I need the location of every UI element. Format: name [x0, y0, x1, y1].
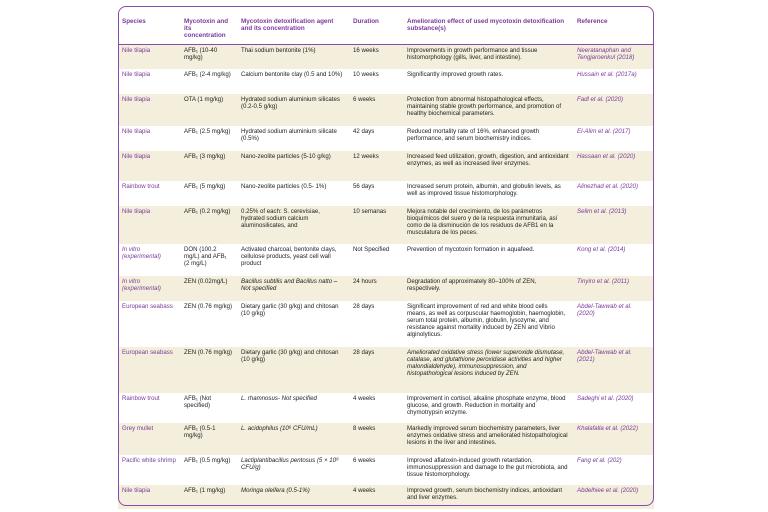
header-species: Species — [118, 6, 180, 44]
species-cell: Rainbow trout — [118, 181, 180, 206]
mycotoxin-cell: AFB₁ (0.5 mg/kg) — [180, 455, 237, 485]
agent-cell: Lactiplantibacillus pentosus (5 × 10⁸ CFU/g) — [237, 455, 349, 485]
header-agent: Mycotoxin detoxification agent and its concentration — [237, 6, 349, 44]
agent-cell: L. acidophilus (10⁶ CFU/mL) — [237, 423, 349, 455]
mycotoxin-cell: AFB₁ (0.5-1 mg/kg) — [180, 423, 237, 455]
duration-cell: 6 weeks — [349, 455, 403, 485]
duration-cell: 28 days — [349, 301, 403, 347]
species-cell: Nile tilapia — [118, 206, 180, 244]
agent-cell: Hydrated sodium aluminium silicates (0.2-0.5 g/kg) — [237, 94, 349, 126]
reference-cell: Neeratanaphan and Tengjaroenkul (2018) — [573, 44, 654, 69]
agent-cell: Moringa oleifera (0.5-1%) — [237, 485, 349, 509]
table-row — [118, 423, 654, 455]
species-cell: In vitro (experimental) — [118, 276, 180, 301]
reference-cell: Fadl et al. (2020) — [573, 94, 654, 126]
effect-cell: Increased serum protein, albumin, and globulin levels, as well as improved tissue histomorphology. — [403, 181, 573, 206]
table-row — [118, 455, 654, 485]
effect-cell: Improved growth, serum biochemistry indices, antioxidant and liver enzymes. — [403, 485, 573, 509]
agent-cell: Nano-zeolite particles (5-10 g/kg) — [237, 151, 349, 181]
effect-cell: Increased feed utilization, growth, digestion, and antioxidant enzymes, as well as increased liver enzymes. — [403, 151, 573, 181]
reference-cell: Fang et al. (202) — [573, 455, 654, 485]
mycotoxin-cell: AFB₁ (3 mg/kg) — [180, 151, 237, 181]
effect-cell: Improvement in cortisol, alkaline phosphate enzyme, blood glucose, and growth. Reduction in mortality and chymotrypsin enzyme. — [403, 393, 573, 423]
species-cell: Pacific white shrimp — [118, 455, 180, 485]
table-row — [118, 276, 654, 301]
mycotoxin-cell: ZEN (0.76 mg/kg) — [180, 347, 237, 393]
reference-cell: Abdel-Tawwab et al. (2020) — [573, 301, 654, 347]
species-cell: European seabass — [118, 347, 180, 393]
table-row — [118, 206, 654, 244]
table-row — [118, 347, 654, 393]
table-container — [118, 6, 654, 506]
duration-cell: 16 weeks — [349, 44, 403, 69]
reference-cell: Kong et al. (2014) — [573, 244, 654, 276]
duration-cell: 56 days — [349, 181, 403, 206]
table-row — [118, 485, 654, 509]
duration-cell: Not Specified — [349, 244, 403, 276]
agent-cell: 0.25% of each: S. cerevisiae, hydrated sodium calcium aluminosilicates, and — [237, 206, 349, 244]
mycotoxin-cell: AFB₁ (5 mg/kg) — [180, 181, 237, 206]
species-cell: Rainbow trout — [118, 393, 180, 423]
agent-cell: Dietary garlic (30 g/kg) and chitosan (10 g/kg) — [237, 301, 349, 347]
table-row — [118, 244, 654, 276]
reference-cell: Hussain et al. (2017a) — [573, 69, 654, 94]
header-duration: Duration — [349, 6, 403, 44]
species-cell: Nile tilapia — [118, 485, 180, 509]
mycotoxin-table — [118, 6, 654, 509]
species-cell: Nile tilapia — [118, 69, 180, 94]
species-cell: European seabass — [118, 301, 180, 347]
effect-cell: Degradation of approximately 80–100% of ZEN, respectively. — [403, 276, 573, 301]
reference-cell: Abdelhiee et al. (2020) — [573, 485, 654, 509]
mycotoxin-cell: AFB₁ (0.2 mg/kg) — [180, 206, 237, 244]
duration-cell: 10 weeks — [349, 69, 403, 94]
reference-cell: Sadeghi et al. (2020) — [573, 393, 654, 423]
species-cell: Nile tilapia — [118, 94, 180, 126]
effect-cell: Prevention of mycotoxin formation in aquafeed. — [403, 244, 573, 276]
table-row — [118, 94, 654, 126]
effect-cell: Improved aflatoxin-induced growth retardation, immunosuppression and damage to the gut microbiota, and tissue histomorphology. — [403, 455, 573, 485]
agent-cell: L. rhamnosus- Not specified — [237, 393, 349, 423]
duration-cell: 42 days — [349, 126, 403, 151]
header-reference: Reference — [573, 6, 654, 44]
effect-cell: Markedly improved serum biochemistry parameters, liver enzymes oxidative stress and ameliorated histopathological lesions in the liver and intestines. — [403, 423, 573, 455]
table-row — [118, 126, 654, 151]
reference-cell: Khalafalla et al. (2022) — [573, 423, 654, 455]
duration-cell: 6 weeks — [349, 94, 403, 126]
reference-cell: Alinezhad et al. (2020) — [573, 181, 654, 206]
mycotoxin-cell: AFB₁ (2-4 mg/kg) — [180, 69, 237, 94]
species-cell: Nile tilapia — [118, 126, 180, 151]
header-effect: Amelioration effect of used mycotoxin detoxification substance(s) — [403, 6, 573, 44]
reference-cell: Hassaan et al. (2020) — [573, 151, 654, 181]
species-cell: In vitro (experimental) — [118, 244, 180, 276]
reference-cell: El-Alim et al. (2017) — [573, 126, 654, 151]
mycotoxin-cell: AFB₁ (2.5 mg/kg) — [180, 126, 237, 151]
agent-cell: Thai sodium bentonite (1%) — [237, 44, 349, 69]
mycotoxin-cell: ZEN (0.02mg/L) — [180, 276, 237, 301]
reference-cell: Abdel-Tawwab et al. (2021) — [573, 347, 654, 393]
species-cell: Nile tilapia — [118, 44, 180, 69]
species-cell: Grey mullet — [118, 423, 180, 455]
agent-cell: Activated charcoal, bentonite clays, cellulose products, yeast cell wall product — [237, 244, 349, 276]
effect-cell: Mejora notable del crecimiento, de los parámetros bioquímicos del suero y de la respuesta inmunitaria, así como de la disminución de los residuos de AFB1 en la musculatura de los peces. — [403, 206, 573, 244]
table-row — [118, 69, 654, 94]
reference-cell: Selim et al. (2013) — [573, 206, 654, 244]
effect-cell: Ameliorated oxidative stress (lower superoxide dismutase, catalase, and glutathione peroxidase activities and higher malondialdehyde), immunosuppression, and histopathological lesions induced by ZEN. — [403, 347, 573, 393]
effect-cell: Improvements in growth performance and tissue histomorphology (gills, liver, and intestine). — [403, 44, 573, 69]
effect-cell: Protection from abnormal histopathological effects, maintaining stable growth performance, and promotion of healthy biochemical parameters. — [403, 94, 573, 126]
duration-cell: 28 days — [349, 347, 403, 393]
duration-cell: 10 semanas — [349, 206, 403, 244]
agent-cell: Bacillus subtilis and Bacillus natto – Not specified — [237, 276, 349, 301]
mycotoxin-cell: OTA (1 mg/kg) — [180, 94, 237, 126]
duration-cell: 12 weeks — [349, 151, 403, 181]
mycotoxin-cell: AFB₁ (10-40 mg/kg) — [180, 44, 237, 69]
table-row — [118, 393, 654, 423]
table-row — [118, 151, 654, 181]
agent-cell: Dietary garlic (30 g/kg) and chitosan (10 g/kg) — [237, 347, 349, 393]
mycotoxin-cell: ZEN (0.76 mg/kg) — [180, 301, 237, 347]
reference-cell: Tinyiro et al. (2011) — [573, 276, 654, 301]
table-row — [118, 301, 654, 347]
agent-cell: Nano-zeolite particles (0.5- 1%) — [237, 181, 349, 206]
species-cell: Nile tilapia — [118, 151, 180, 181]
agent-cell: Calcium bentonite clay (0.5 and 10%) — [237, 69, 349, 94]
mycotoxin-cell: AFB₁ (1 mg/kg) — [180, 485, 237, 509]
duration-cell: 4 weeks — [349, 393, 403, 423]
header-mycotoxin: Mycotoxin and its concentration — [180, 6, 237, 44]
effect-cell: Significant improvement of red and white blood cells means, as well as corpuscular haemoglobin, haemoglobin, serum total protein, albumin, globulin, lysozyme, and resistance against mortality induced by ZEN and Vibrio alginolyticus. — [403, 301, 573, 347]
table-row — [118, 181, 654, 206]
effect-cell: Reduced mortality rate of 16%, enhanced growth performance, and serum biochemistry indices. — [403, 126, 573, 151]
mycotoxin-cell: DON (100.2 mg/L) and AFB₁ (2 mg/L) — [180, 244, 237, 276]
duration-cell: 4 weeks — [349, 485, 403, 509]
effect-cell: Significantly improved growth rates. — [403, 69, 573, 94]
mycotoxin-cell: AFB₁ (Not specified) — [180, 393, 237, 423]
header-row — [118, 6, 654, 44]
table-row — [118, 44, 654, 69]
agent-cell: Hydrated sodium aluminium silicate (0.5%) — [237, 126, 349, 151]
duration-cell: 24 hours — [349, 276, 403, 301]
duration-cell: 8 weeks — [349, 423, 403, 455]
